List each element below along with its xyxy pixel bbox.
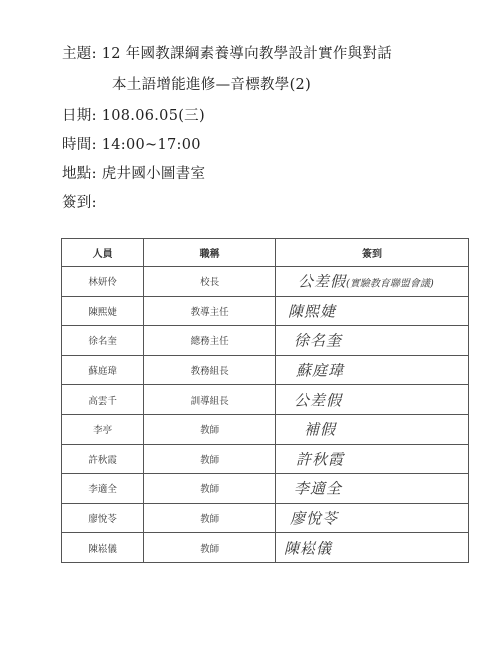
- cell-title: 校長: [144, 267, 276, 297]
- attendance-table: [61, 238, 469, 563]
- handwritten-signature: 徐名奎: [293, 331, 342, 350]
- cell-name: 陳熙婕: [62, 296, 144, 326]
- cell-name: 李亭: [62, 414, 144, 444]
- date-line: [62, 104, 205, 125]
- table-row: [62, 533, 469, 563]
- handwritten-signature: 廖悅苓: [289, 509, 338, 528]
- topic-subtitle: 本土語增能進修—音標教學(2): [112, 77, 312, 93]
- cell-signature: [275, 296, 468, 326]
- table-row: [62, 385, 469, 415]
- cell-title: 教師: [144, 444, 276, 474]
- time-label: 時間:: [62, 137, 97, 153]
- date-label: 日期:: [62, 108, 97, 124]
- table-row: [62, 296, 469, 326]
- handwritten-signature: 陳熙婕: [287, 302, 336, 321]
- cell-title: 教務組長: [144, 355, 276, 385]
- cell-name: 林妍伶: [62, 267, 144, 297]
- place-label: 地點:: [62, 166, 97, 182]
- signature-note: (實驗教育聯盟會議): [345, 278, 434, 290]
- column-header-title: 職稱: [144, 239, 276, 267]
- cell-signature: [275, 503, 468, 533]
- time-value: 14:00~17:00: [101, 137, 201, 153]
- cell-name: 廖悅苓: [62, 503, 144, 533]
- sign-in-label: 簽到:: [62, 195, 97, 211]
- cell-name: 李適全: [62, 474, 144, 504]
- cell-title: 訓導組長: [144, 385, 276, 415]
- table-row: [62, 326, 469, 356]
- handwritten-signature: 李適全: [293, 479, 342, 498]
- handwritten-signature: 蘇庭瑋: [295, 361, 344, 380]
- cell-title: 教師: [144, 533, 276, 563]
- cell-signature: [275, 267, 468, 297]
- cell-title: 教導主任: [144, 296, 276, 326]
- cell-name: 徐名奎: [62, 326, 144, 356]
- cell-name: 許秋霞: [62, 444, 144, 474]
- topic-label: 主題:: [62, 46, 97, 62]
- topic-title: 12 年國教課綱素養導向教學設計實作與對話: [101, 46, 393, 62]
- table-row: [62, 474, 469, 504]
- cell-name: 高雲千: [62, 385, 144, 415]
- cell-title: 教師: [144, 503, 276, 533]
- table-row: [62, 414, 469, 444]
- handwritten-signature: 陳崧儀: [283, 539, 332, 558]
- handwritten-signature: [298, 271, 434, 292]
- place-line: [62, 162, 205, 183]
- column-header-name: 人員: [62, 239, 144, 267]
- date-value: 108.06.05(三): [101, 108, 205, 124]
- cell-name: 陳崧儀: [62, 533, 144, 563]
- table-row: [62, 503, 469, 533]
- cell-signature: [275, 474, 468, 504]
- cell-signature: [275, 385, 468, 415]
- handwritten-signature: 補假: [303, 420, 336, 439]
- column-header-signature: 簽到: [275, 239, 468, 267]
- topic-line: [62, 42, 392, 63]
- cell-title: 教師: [144, 474, 276, 504]
- cell-signature: [275, 414, 468, 444]
- cell-title: 教師: [144, 414, 276, 444]
- cell-signature: [275, 355, 468, 385]
- time-line: [62, 133, 201, 154]
- table-header-row: [62, 239, 469, 267]
- cell-signature: [275, 533, 468, 563]
- cell-signature: [275, 444, 468, 474]
- place-value: 虎井國小圖書室: [101, 166, 206, 182]
- table-row: [62, 355, 469, 385]
- cell-title: 總務主任: [144, 326, 276, 356]
- table-row: [62, 267, 469, 297]
- cell-signature: [275, 326, 468, 356]
- handwritten-signature: 許秋霞: [295, 450, 344, 469]
- signature-text: 公差假: [297, 272, 346, 291]
- handwritten-signature: 公差假: [293, 391, 342, 410]
- cell-name: 蘇庭瑋: [62, 355, 144, 385]
- table-row: [62, 444, 469, 474]
